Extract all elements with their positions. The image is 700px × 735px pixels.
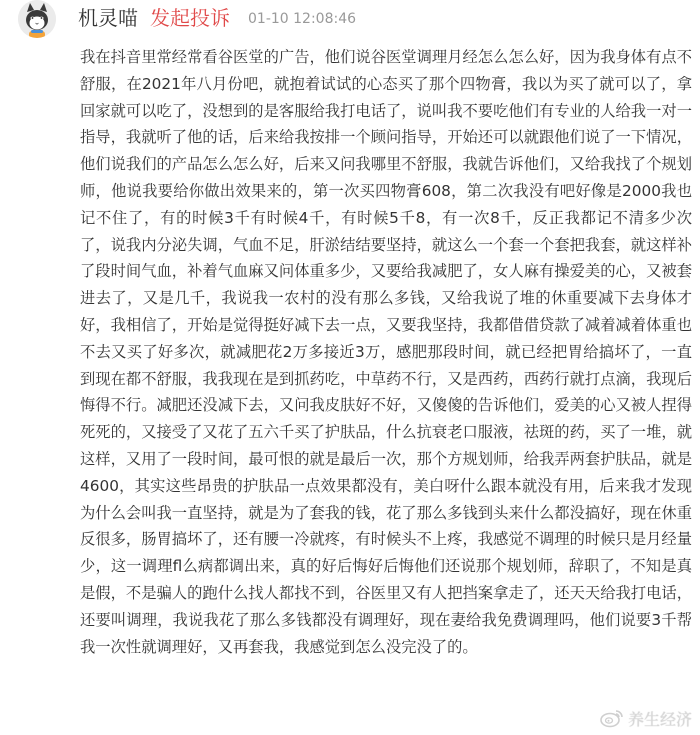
cat-avatar-icon [18, 0, 56, 38]
watermark [600, 705, 692, 731]
username[interactable]: 机灵喵 [78, 6, 138, 30]
post-header [0, 0, 700, 40]
avatar[interactable] [18, 0, 56, 38]
file-complaint-link[interactable]: 发起投诉 [150, 6, 230, 30]
complaint-body-text: 我在抖音里常经常看谷医堂的广告，他们说谷医堂调理月经怎么怎么好，因为我身体有点不舒服，在2021年八月份吧，就抱着试试的心态买了那个四物膏，我以为买了就可以了，拿回家就可以吃了，没想到的是客服给我打电话了，说叫我不要吃他们有专业的人给我一对一指导，我就听了他的话，后来给我按排一个顾问指导，开始还可以就跟他们说了一下情况，他们说我们的产品怎么怎么好，后来又问我哪里不舒服，我就告诉他们，又给我找了个规划师，他说我要给你做出效果来的，第一次买四物膏608，第二次我没有吧好像是2000我也记不住了，有的时候3千有时候4千，有时候5千8，有一次8千，反正我都记不清多少次了，说我内分泌失调，气血不足，肝淤结结要坚持，就这么一个套一个套把我套，就这样补了段时间气血，补着气血麻又问体重多少，又要给我减肥了，女人麻有操爱美的心，又被套进去了，又是几千，我说我一农村的没有那么多钱，又给我说了堆的休重要减下去身体才好，我相信了，开始是觉得挺好减下去一点，又要我坚持，我都借借贷款了减着减着体重也不去又买了好多次，就减肥花2万多接近3万，感肥那段时间，就已经把胃给搞坏了，一直到现在都不舒服，我我现在是到抓药吃，中草药不行，又是西药，西药行就打点滴，我现后悔得不行。减肥还没减下去，又问我皮肤好不好，又傻傻的告诉他们，爱美的心又被人捏得死死的，又接受了又花了五六千买了护肤品，什么抗衰老口服液，祛斑的药，买了一堆，就这样，又用了一段时间，最可恨的就是最后一次，那个方规划师，给我弄两套护肤品，就是4600，其实这些昂贵的护肤品一点效果都没有，美白呀什么跟本就没有用，后来我才发现为什么会叫我一直坚持，就是为了套我的钱，花了那么多钱到头来什么都没搞好，现在休重反很多，肠胃搞坏了，还有腰一冷就疼，有时候头不上疼，我感觉不调理的时候只是月经量少，这一调理fl么病都调出来，真的好后悔好后悔他们还说那个规划师，辞职了，不知是真是假，不是骗人的跑什么找人都找不到，谷医里又有人把挡案拿走了，还天天给我打电话，还要叫调理，我说我花了那么多钱都没有调理好，现在妻给我免费调理吗，他们说要3千帮我一次性就调理好，又再套我，我感觉到怎么没完没了的。 [80, 48, 692, 656]
post-timestamp: 01-10 12:08:46 [248, 11, 357, 27]
watermark-text: 养生经济 [627, 709, 692, 729]
weibo-logo-icon [600, 708, 624, 728]
